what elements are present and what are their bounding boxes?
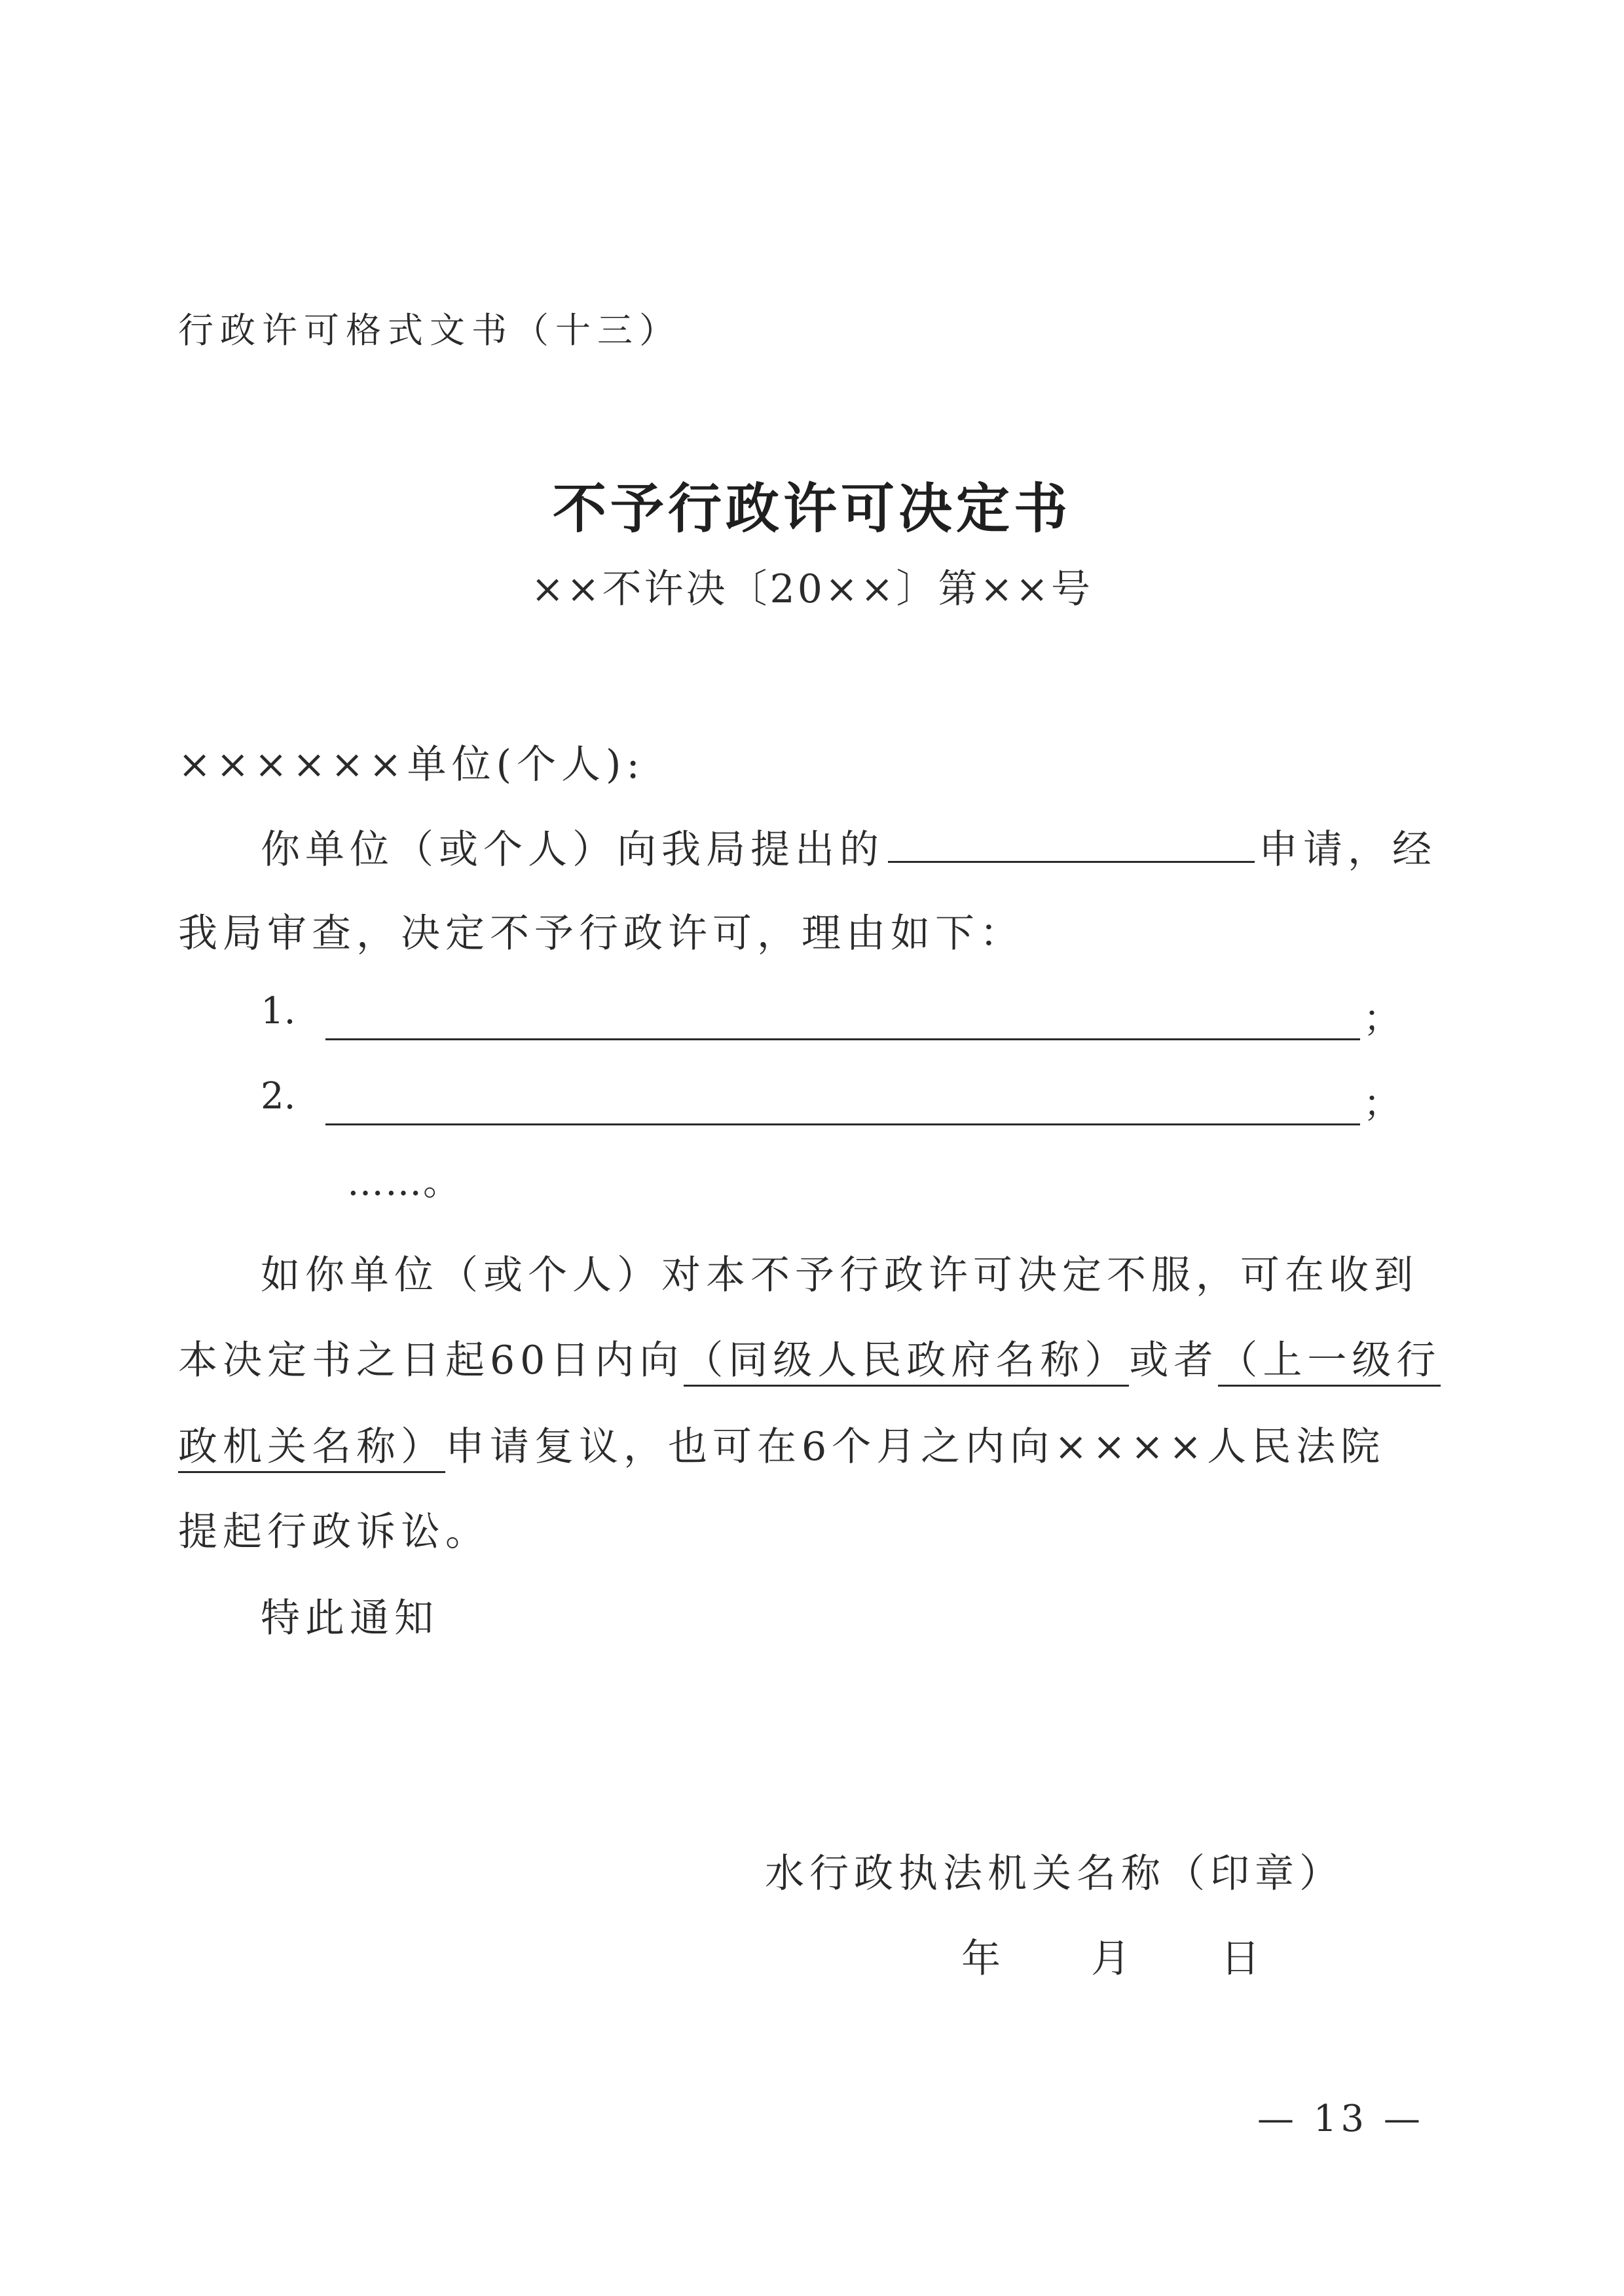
reason-1-blank — [325, 1038, 1360, 1040]
paragraph-1-line-1 — [261, 818, 1437, 875]
reason-1-end: ； — [1363, 998, 1400, 1040]
reason-2-number: 2. — [261, 1075, 296, 1118]
paragraph-2-text-c: 申请复议，也可在6个月之内向××××人民法院 — [445, 1424, 1386, 1470]
superior-agency-underlined-part-1: （上一级行 — [1218, 1338, 1441, 1387]
date-line — [961, 1927, 1265, 1984]
page-number: — 13 — — [1257, 2098, 1424, 2140]
notice-text: 特此通知 — [261, 1595, 439, 1641]
government-name-underlined: （同级人民政府名称） — [684, 1338, 1129, 1387]
document-form-label: 行政许可格式文书（十三） — [178, 310, 681, 351]
reason-1-number: 1. — [261, 990, 296, 1032]
date-month: 月 — [1091, 1936, 1135, 1982]
paragraph-2-line-2 — [178, 1329, 1441, 1385]
paragraph-1-line-2: 我局审查，决定不予行政许可，理由如下： — [178, 911, 1024, 957]
document-number: ××不许决〔20××〕第××号 — [531, 566, 1093, 612]
reason-2-end: ； — [1363, 1083, 1400, 1125]
paragraph-1-prefix: 你单位（或个人）向我局提出的 — [261, 827, 884, 873]
paragraph-1-suffix: 申请，经 — [1259, 827, 1437, 873]
date-year: 年 — [961, 1936, 1006, 1982]
superior-agency-underlined-part-2: 政机关名称） — [178, 1424, 445, 1473]
application-blank — [888, 822, 1255, 863]
paragraph-2-line-3 — [178, 1415, 1385, 1472]
date-day: 日 — [1221, 1936, 1265, 1982]
paragraph-2-text-b: 或者 — [1129, 1338, 1219, 1383]
paragraph-2-line-4: 提起行政诉讼。 — [178, 1509, 490, 1555]
paragraph-2-line-1: 如你单位（或个人）对本不予行政许可决定不服，可在收到 — [261, 1252, 1418, 1298]
reason-2-blank — [325, 1123, 1360, 1125]
document-title: 不予行政许可决定书 — [552, 477, 1071, 540]
addressee: ××××××单位(个人): — [178, 742, 645, 788]
paragraph-2-text-a: 本决定书之日起60日内向 — [178, 1338, 684, 1383]
reasons-ellipsis: ……。 — [347, 1161, 461, 1204]
signing-authority: 水行政执法机关名称（印章） — [765, 1851, 1344, 1897]
